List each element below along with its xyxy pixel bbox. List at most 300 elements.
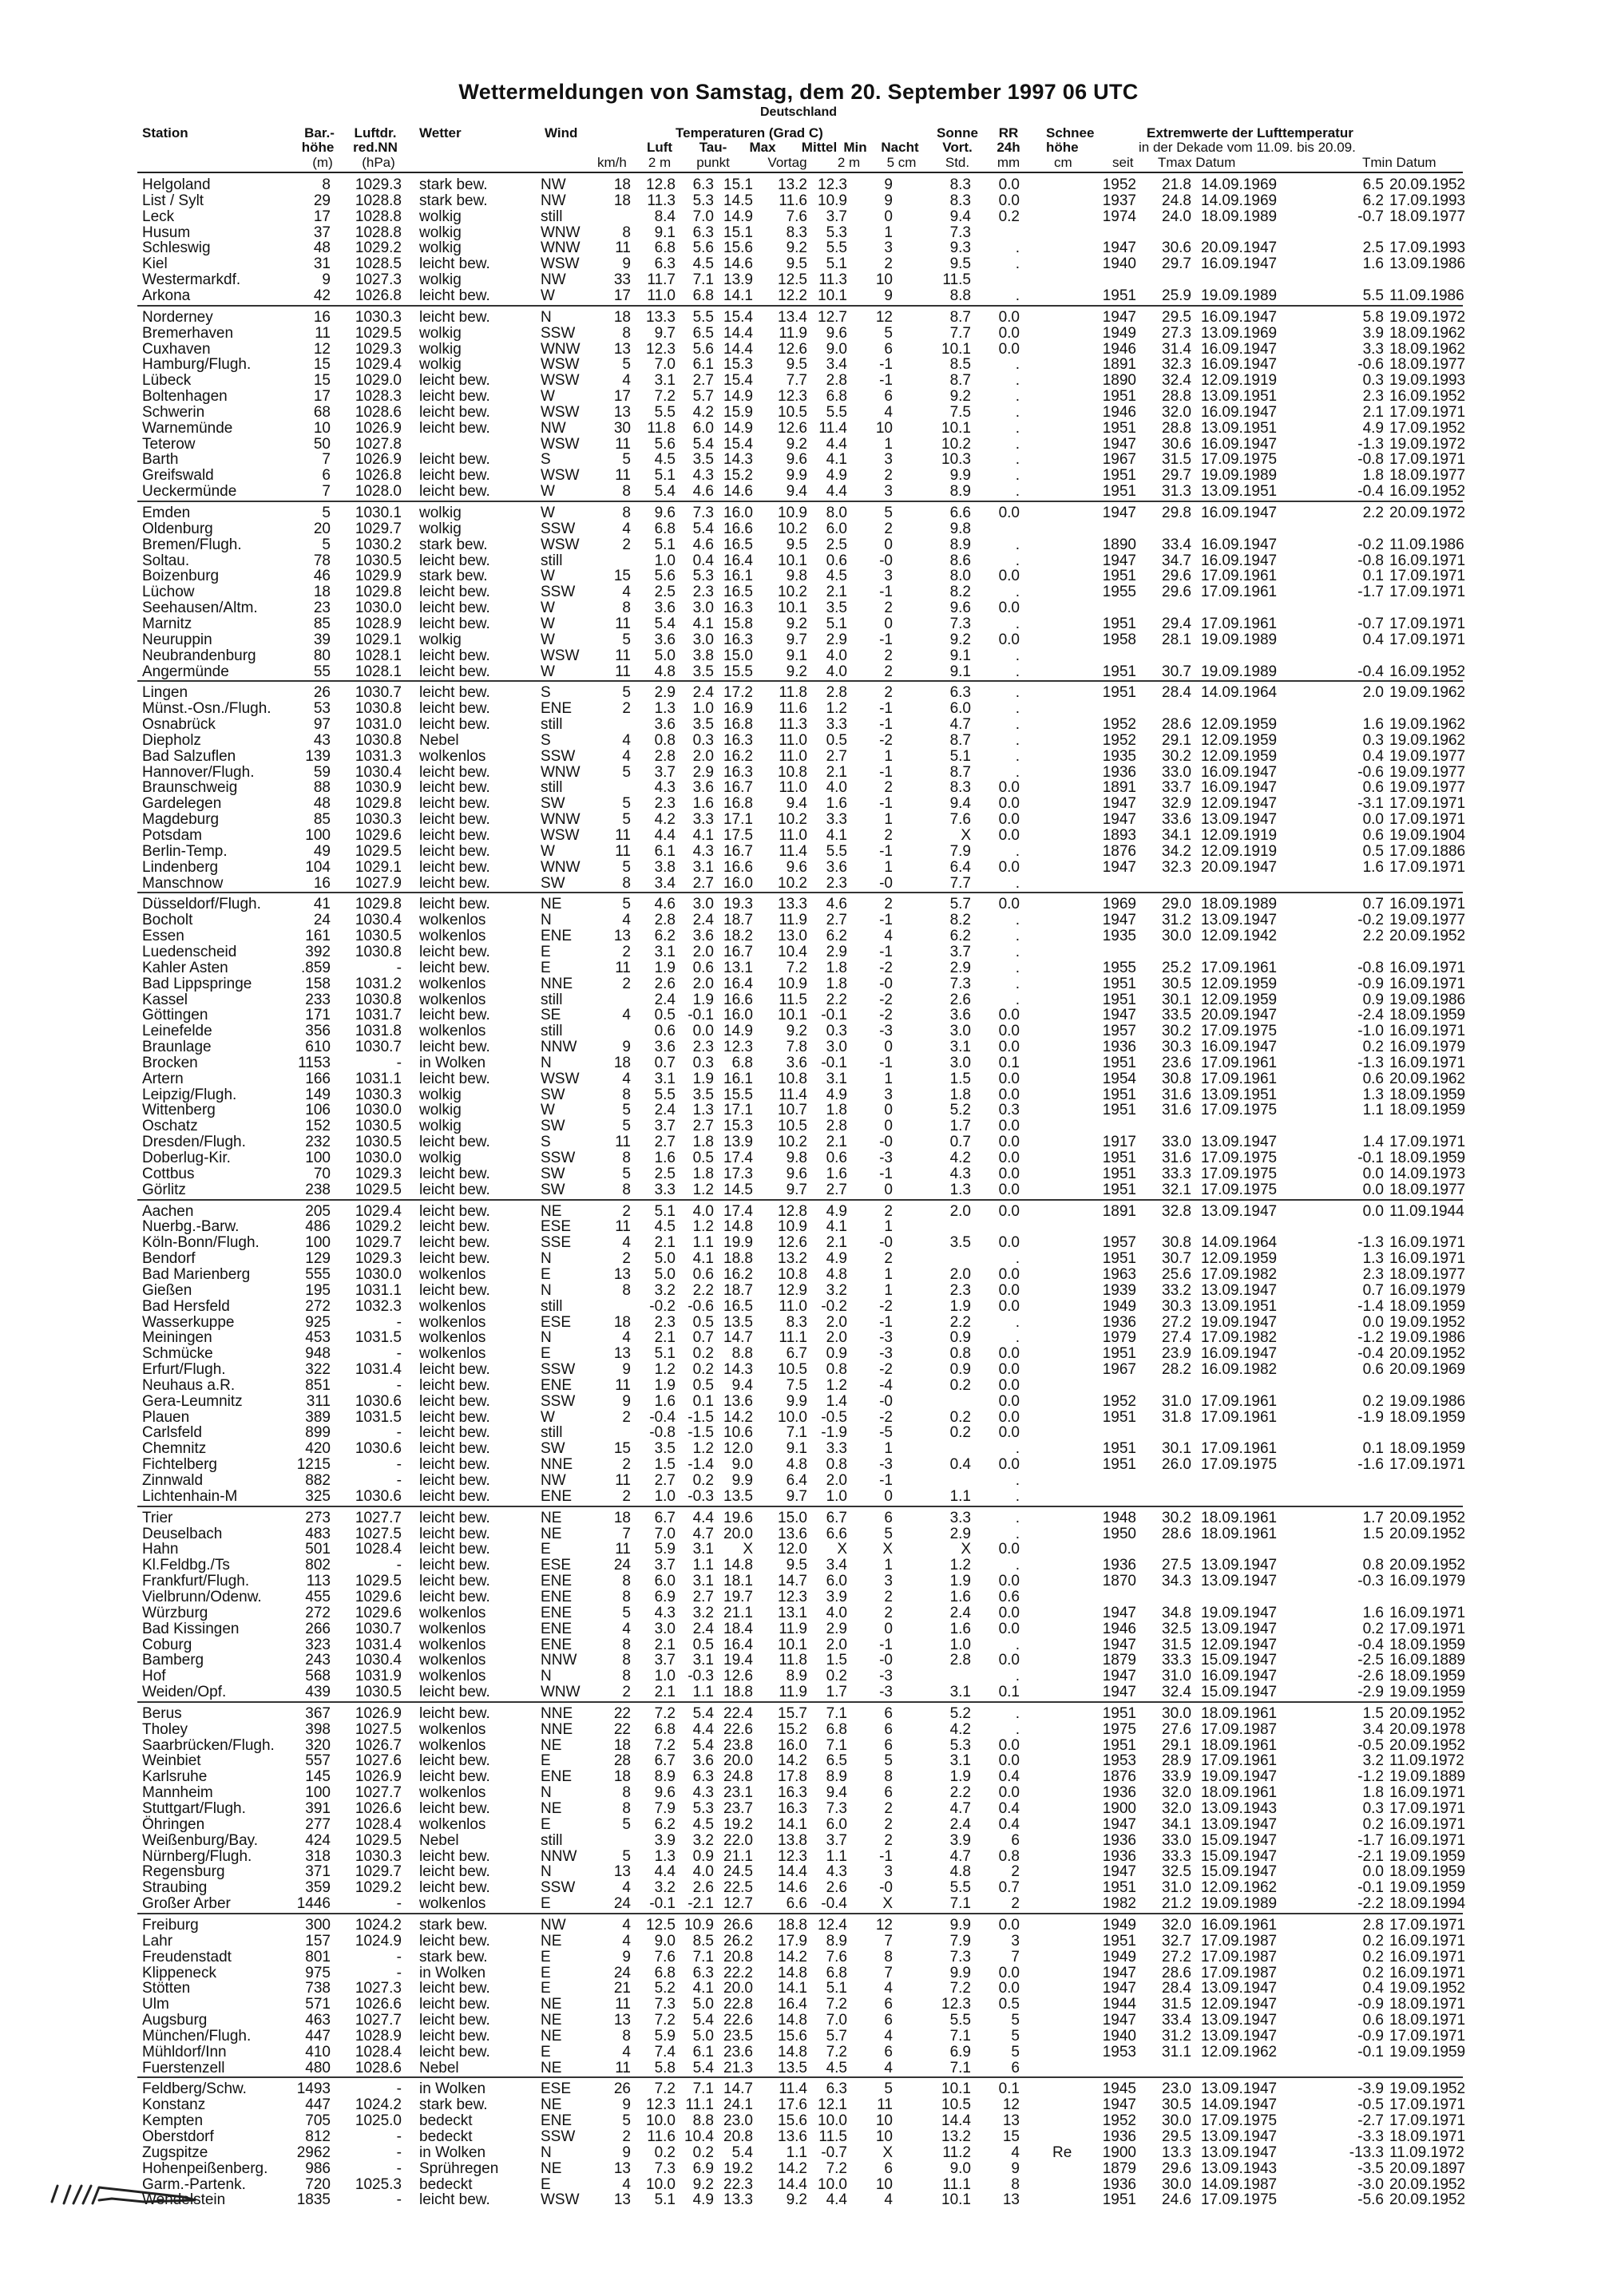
min-temp-5cm: -1 <box>879 763 893 781</box>
sunshine: 1.5 <box>949 1070 971 1087</box>
pressure: 1030.4 <box>355 763 402 781</box>
dew-point: -0.1 <box>688 1007 714 1024</box>
weather: wolkig <box>419 239 462 257</box>
weather: stark bew. <box>419 1916 488 1934</box>
sunshine: 7.3 <box>949 224 971 241</box>
record-since: 1979 <box>1102 1329 1136 1347</box>
sunshine: 9.6 <box>949 600 971 617</box>
station-name: Magdeburg <box>142 811 220 829</box>
air-temp: 2.1 <box>654 1234 676 1252</box>
barometer-height: 318 <box>305 1847 331 1865</box>
pressure: 1024.9 <box>355 1932 402 1950</box>
air-temp: 5.6 <box>654 435 676 453</box>
tmax: 26.0 <box>1162 1456 1191 1474</box>
wind-direction: ENE <box>541 1588 573 1605</box>
header-rr-1: RR <box>998 125 1019 141</box>
air-temp: 5.1 <box>654 536 676 553</box>
air-temp: 4.5 <box>654 451 676 469</box>
wind-direction: ESE <box>541 1557 572 1574</box>
air-temp: 11.8 <box>647 419 676 437</box>
tmin: 1.7 <box>1362 1509 1384 1526</box>
wind-speed: 8 <box>622 1800 631 1817</box>
document-title: Wettermeldungen von Samstag, dem 20. September 1997 06 UTC <box>458 80 1139 104</box>
tmin-date: 20.09.1978 <box>1389 1720 1466 1738</box>
header-min-5cm: 5 cm <box>886 155 917 170</box>
station-name: Lichtenhain-M <box>142 1487 238 1505</box>
air-temp: 8.9 <box>654 1768 676 1786</box>
weather: leicht bew. <box>419 388 490 406</box>
dew-point: 4.6 <box>692 536 714 553</box>
air-temp: 2.7 <box>654 1472 676 1489</box>
tmax: 29.5 <box>1162 308 1191 326</box>
wind-direction: ENE <box>541 1573 573 1590</box>
precipitation: . <box>1015 912 1020 929</box>
min-temp: 1.7 <box>826 1684 847 1701</box>
tmin: 1.4 <box>1362 1134 1384 1151</box>
wind-speed: 11 <box>615 1376 631 1394</box>
barometer-height: 273 <box>305 1509 331 1526</box>
weather: leicht bew. <box>419 1487 490 1505</box>
min-temp-5cm: 2 <box>884 663 893 680</box>
record-since: 1947 <box>1102 552 1136 569</box>
precipitation: 0.0 <box>998 1070 1020 1087</box>
max-temp: 15.6 <box>723 239 753 257</box>
sunshine: 13.2 <box>941 2128 971 2145</box>
dew-point: 3.1 <box>692 1652 714 1669</box>
tmax: 25.9 <box>1162 287 1191 304</box>
precipitation: . <box>1015 763 1020 781</box>
mean-temp: 12.6 <box>778 1234 807 1252</box>
min-temp: 4.5 <box>826 568 847 585</box>
min-temp-5cm: 0 <box>884 1118 893 1135</box>
pressure: 1030.6 <box>355 1392 402 1410</box>
wind-speed: 4 <box>622 2043 631 2060</box>
max-temp: 23.8 <box>723 1736 753 1754</box>
weather: leicht bew. <box>419 255 490 273</box>
tmin-date: 18.09.1977 <box>1389 356 1466 374</box>
barometer-height: 166 <box>305 1070 331 1087</box>
pressure: 1028.5 <box>355 255 402 273</box>
sunshine: 0.7 <box>949 1134 971 1151</box>
air-temp: 6.9 <box>654 1588 676 1605</box>
min-temp-5cm: 10 <box>875 2175 893 2193</box>
air-temp: 2.5 <box>654 584 676 601</box>
tmax-date: 17.09.1961 <box>1201 1054 1278 1071</box>
barometer-height: 243 <box>305 1652 331 1669</box>
tmax-date: 18.09.1961 <box>1201 1784 1278 1802</box>
record-since: 1947 <box>1102 912 1136 929</box>
min-temp-5cm: -1 <box>879 1165 893 1182</box>
station-name: Bocholt <box>142 912 193 929</box>
wind-direction: NW <box>541 176 566 193</box>
wind-speed: 11 <box>615 1218 631 1236</box>
mean-temp: 7.6 <box>786 208 807 225</box>
dew-point: 2.6 <box>692 1879 714 1897</box>
tmin: -1.2 <box>1357 1329 1384 1347</box>
tmax-date: 16.09.1947 <box>1201 763 1278 781</box>
header-station: Station <box>142 125 188 141</box>
weather: leicht bew. <box>419 287 490 304</box>
wind-speed: 8 <box>622 1573 631 1590</box>
tmax-date: 16.09.1947 <box>1201 403 1278 421</box>
station-name: Zugspitze <box>142 2144 208 2161</box>
air-temp: 9.1 <box>654 224 676 241</box>
dew-point: 1.2 <box>692 1218 714 1236</box>
air-temp: 3.5 <box>654 1440 676 1458</box>
tmax-date: 13.09.1951 <box>1201 1086 1278 1103</box>
min-temp-5cm: 8 <box>884 1948 893 1965</box>
tmin: 0.6 <box>1362 2012 1384 2029</box>
tmax-date: 13.09.1947 <box>1201 2080 1278 2098</box>
tmax-date: 12.09.1959 <box>1201 975 1278 992</box>
min-temp: 5.5 <box>826 403 847 421</box>
record-since: 1953 <box>1102 2043 1136 2060</box>
barometer-height: 31 <box>313 255 331 273</box>
dew-point: 0.6 <box>692 959 714 976</box>
weather: leicht bew. <box>419 584 490 601</box>
min-temp: 2.9 <box>826 943 847 960</box>
wind-speed: 13 <box>613 1345 631 1363</box>
weather: leicht bew. <box>419 1070 490 1087</box>
tmin-date: 18.09.1977 <box>1389 467 1466 485</box>
sunshine: 1.9 <box>949 1573 971 1590</box>
dew-point: 2.7 <box>692 372 714 390</box>
air-temp: 12.5 <box>646 1916 676 1934</box>
air-temp: 3.6 <box>654 1039 676 1056</box>
precipitation: . <box>1015 975 1020 992</box>
dew-point: -0.6 <box>688 1297 714 1315</box>
pressure: 1029.6 <box>355 827 402 844</box>
table-row <box>0 1934 1597 1949</box>
tmax-date: 17.09.1987 <box>1201 1948 1278 1965</box>
record-since: 1951 <box>1102 568 1136 585</box>
sunshine: 0.2 <box>949 1376 971 1394</box>
mean-temp: 9.2 <box>786 239 807 257</box>
station-name: Lübeck <box>142 372 192 390</box>
min-temp-5cm: 3 <box>884 239 893 257</box>
max-temp: 17.3 <box>723 1165 753 1182</box>
max-temp: 16.4 <box>723 552 753 569</box>
max-temp: 16.6 <box>723 991 753 1008</box>
min-temp-5cm: 11 <box>877 2096 893 2114</box>
weather: wolkig <box>419 356 462 374</box>
dew-point: 2.9 <box>692 763 714 781</box>
air-temp: 7.4 <box>654 2043 676 2060</box>
tmin-date: 19.09.1977 <box>1389 747 1466 765</box>
pressure: 1029.5 <box>355 1181 402 1198</box>
table-row <box>0 1864 1597 1879</box>
dew-point: 8.8 <box>692 2112 714 2130</box>
dew-point: 1.3 <box>692 1102 714 1119</box>
air-temp: 2.4 <box>654 1102 676 1119</box>
mean-temp: 15.2 <box>778 1720 807 1738</box>
wind-direction: still <box>541 1831 563 1849</box>
min-temp: -0.1 <box>821 1054 847 1071</box>
wind-speed: 18 <box>613 1054 631 1071</box>
air-temp: 9.6 <box>654 505 676 521</box>
max-temp: 14.8 <box>723 1557 753 1574</box>
station-name: Gardelegen <box>142 795 222 813</box>
air-temp: -0.1 <box>649 1895 676 1913</box>
min-temp: 3.2 <box>826 1281 847 1299</box>
min-temp-5cm: 0 <box>884 1102 893 1119</box>
tmax: 25.2 <box>1162 959 1191 976</box>
pressure: 1030.8 <box>355 700 402 718</box>
mean-temp: 14.2 <box>778 2159 807 2177</box>
min-temp: 4.8 <box>826 1265 847 1283</box>
wind-direction: WSW <box>541 2191 580 2209</box>
min-temp: 5.3 <box>826 224 847 241</box>
pressure: 1026.6 <box>355 1800 402 1817</box>
pressure: 1031.4 <box>355 1361 402 1379</box>
air-temp: 7.2 <box>654 388 676 406</box>
wind-speed: 4 <box>622 372 631 390</box>
wind-direction: WNW <box>541 763 581 781</box>
pressure: 1027.7 <box>355 2012 402 2029</box>
weather: wolkenlos <box>419 912 486 929</box>
min-temp: 2.2 <box>826 991 847 1008</box>
tmax-date: 12.09.1959 <box>1201 1250 1278 1268</box>
air-temp: 1.9 <box>654 959 676 976</box>
weather: leicht bew. <box>419 1879 490 1897</box>
dew-point: 5.6 <box>692 340 714 358</box>
tmax: 32.5 <box>1162 1620 1191 1637</box>
tmax: 32.3 <box>1162 356 1191 374</box>
max-temp: 23.5 <box>723 2027 753 2045</box>
station-name: Großer Arber <box>142 1895 231 1913</box>
min-temp: X <box>837 1541 847 1558</box>
max-temp: 20.8 <box>723 2128 753 2145</box>
precipitation: . <box>1015 584 1020 601</box>
tmin: -2.7 <box>1357 2112 1384 2130</box>
mean-temp: 11.9 <box>779 1620 807 1637</box>
station-name: Weinbiet <box>142 1752 201 1770</box>
barometer-height: 300 <box>305 1916 331 1934</box>
tmin-date: 18.09.1959 <box>1389 1668 1466 1685</box>
barometer-height: 37 <box>313 224 331 241</box>
table-row <box>0 1283 1597 1298</box>
weather: leicht bew. <box>419 684 490 702</box>
precipitation: 0.0 <box>998 568 1020 585</box>
air-temp: 5.1 <box>654 467 676 485</box>
wind-direction: SE <box>541 1007 561 1024</box>
wind-speed: 28 <box>613 1752 631 1770</box>
tmax: 31.2 <box>1162 912 1191 929</box>
record-since: 1957 <box>1102 1023 1136 1040</box>
tmax-date: 17.09.1982 <box>1201 1329 1278 1347</box>
min-temp-5cm: 0 <box>884 536 893 553</box>
mean-temp: 10.4 <box>778 943 807 960</box>
wind-speed: 8 <box>622 1652 631 1669</box>
wind-speed: 4 <box>622 912 631 929</box>
wind-speed: 4 <box>622 1932 631 1950</box>
air-temp: 11.6 <box>647 2128 676 2145</box>
wind-direction: SSW <box>541 1150 576 1166</box>
record-since: 1939 <box>1102 1281 1136 1299</box>
air-temp: 4.8 <box>654 663 676 680</box>
wind-direction: NW <box>541 192 566 209</box>
wind-direction: WSW <box>541 647 580 664</box>
tmax: 31.0 <box>1162 1668 1191 1685</box>
max-temp: 14.9 <box>723 1023 753 1040</box>
weather: wolkig <box>419 505 462 521</box>
wind-direction: NW <box>541 1916 566 1934</box>
air-temp: 3.4 <box>654 874 676 892</box>
pressure: 1031.8 <box>355 1023 402 1040</box>
tmax: 31.5 <box>1162 451 1191 469</box>
pressure: 1030.3 <box>355 1086 402 1103</box>
wind-direction: W <box>541 1408 555 1426</box>
tmax-date: 12.09.1919 <box>1201 842 1278 860</box>
sunshine: 8.0 <box>949 568 971 585</box>
min-temp-5cm: 2 <box>884 684 893 702</box>
tmax: 29.0 <box>1162 896 1191 913</box>
table-row <box>0 405 1597 420</box>
table-row <box>0 1315 1597 1330</box>
precipitation: . <box>1015 1329 1020 1347</box>
tmin: 0.6 <box>1362 1361 1384 1379</box>
mean-temp: 15.7 <box>778 1704 807 1722</box>
min-temp-5cm: -1 <box>879 584 893 601</box>
min-temp: 6.8 <box>826 1964 847 1981</box>
barometer-height: 311 <box>306 1392 331 1410</box>
max-temp: 19.2 <box>723 1815 753 1833</box>
mean-temp: 9.5 <box>786 1557 807 1574</box>
table-row <box>0 796 1597 811</box>
dew-point: 6.8 <box>692 287 714 304</box>
tmin-date: 19.09.1986 <box>1389 991 1466 1008</box>
air-temp: 6.7 <box>654 1752 676 1770</box>
mean-temp: 12.3 <box>778 1847 807 1865</box>
min-temp-5cm: 2 <box>884 1588 893 1605</box>
wind-speed: 4 <box>622 747 631 765</box>
pressure: 1027.7 <box>355 1509 402 1526</box>
air-temp: 7.6 <box>654 1948 676 1965</box>
mean-temp: 13.8 <box>778 1831 807 1849</box>
precipitation: . <box>1015 928 1020 945</box>
station-name: Öhringen <box>142 1815 205 1833</box>
station-name: Manschnow <box>142 874 224 892</box>
barometer-height: 371 <box>305 1863 331 1881</box>
weather: wolkenlos <box>419 1265 486 1283</box>
tmin-date: 16.09.1952 <box>1389 483 1466 501</box>
tmin-date: 17.09.1971 <box>1389 858 1466 876</box>
tmax-date: 12.09.1919 <box>1201 827 1278 844</box>
dew-point: 0.1 <box>692 1392 714 1410</box>
min-temp: 1.5 <box>826 1652 847 1669</box>
tmax: 28.1 <box>1162 631 1191 648</box>
precipitation: 0.0 <box>998 1424 1020 1442</box>
sunshine: 0.9 <box>949 1329 971 1347</box>
record-since: 1963 <box>1102 1265 1136 1283</box>
min-temp-5cm: -1 <box>879 943 893 960</box>
mean-temp: 13.3 <box>778 896 807 913</box>
record-since: 1947 <box>1102 795 1136 813</box>
table-row <box>0 177 1597 192</box>
tmin: 4.9 <box>1362 419 1384 437</box>
mean-temp: 11.3 <box>779 716 807 734</box>
station-name: Luedenscheid <box>142 943 237 960</box>
min-temp-5cm: 6 <box>884 340 893 358</box>
precipitation: . <box>1015 435 1020 453</box>
tmax-date: 13.09.1947 <box>1201 1620 1278 1637</box>
min-temp: 4.9 <box>826 1202 847 1220</box>
sunshine: 4.7 <box>949 1847 971 1865</box>
mean-temp: 9.1 <box>786 1440 807 1458</box>
precipitation: . <box>1015 1487 1020 1505</box>
wind-direction: E <box>541 943 551 960</box>
min-temp: 8.9 <box>826 1768 847 1786</box>
record-since: 1951 <box>1102 388 1136 406</box>
air-temp: 12.3 <box>646 2096 676 2114</box>
tmin: 1.6 <box>1362 858 1384 876</box>
min-temp: 3.4 <box>826 356 847 374</box>
wind-speed: 8 <box>622 1668 631 1685</box>
table-row <box>0 209 1597 224</box>
mean-temp: 17.9 <box>778 1932 807 1950</box>
mean-temp: 13.2 <box>778 176 807 193</box>
wind-direction: SSW <box>541 1879 576 1897</box>
max-temp: 20.0 <box>723 1980 753 1997</box>
sunshine: 0.2 <box>949 1424 971 1442</box>
group-separator <box>137 1199 1463 1201</box>
air-temp: 5.5 <box>654 403 676 421</box>
barometer-height: 43 <box>313 731 331 749</box>
barometer-height: 161 <box>305 928 331 945</box>
table-row <box>0 2045 1597 2060</box>
dew-point: 3.1 <box>692 1573 714 1590</box>
sunshine: 9.1 <box>949 647 971 664</box>
dew-point: 7.1 <box>692 2080 714 2098</box>
weather: stark bew. <box>419 568 488 585</box>
tmax-date: 16.09.1947 <box>1201 340 1278 358</box>
dew-point: 2.4 <box>692 912 714 929</box>
dew-point: 4.5 <box>692 255 714 273</box>
air-temp: -0.2 <box>649 1297 676 1315</box>
max-temp: 15.5 <box>723 663 753 680</box>
barometer-height: 10 <box>313 419 331 437</box>
tmin-date: 19.09.1986 <box>1389 1392 1466 1410</box>
record-since: 1948 <box>1102 1509 1136 1526</box>
mean-temp: 13.1 <box>778 1604 807 1621</box>
max-temp: 23.6 <box>723 2043 753 2060</box>
barometer-height: 48 <box>313 239 331 257</box>
precipitation: 0.0 <box>998 1023 1020 1040</box>
mean-temp: 13.2 <box>778 1250 807 1268</box>
tmax-date: 17.09.1961 <box>1201 1392 1278 1410</box>
min-temp-5cm: 12 <box>875 308 893 326</box>
record-since: 1936 <box>1102 1313 1136 1331</box>
min-temp-5cm: 2 <box>884 600 893 617</box>
min-temp-5cm: -2 <box>879 1361 893 1379</box>
precipitation: . <box>1015 388 1020 406</box>
group-separator <box>137 501 1463 502</box>
tmax: 30.1 <box>1162 1440 1191 1458</box>
max-temp: 22.2 <box>723 1964 753 1981</box>
dew-point: 0.5 <box>692 1150 714 1166</box>
precipitation: 0.0 <box>998 1456 1020 1474</box>
record-since: 1951 <box>1102 1165 1136 1182</box>
dew-point: 6.0 <box>692 419 714 437</box>
dew-point: -1.5 <box>688 1408 714 1426</box>
record-since: 1879 <box>1102 1652 1136 1669</box>
air-temp: 0.7 <box>654 1054 676 1071</box>
wind-direction: WSW <box>541 467 580 485</box>
wind-speed: 2 <box>622 1408 631 1426</box>
table-row <box>0 1510 1597 1526</box>
record-since: 1952 <box>1102 2112 1136 2130</box>
min-temp: 6.3 <box>826 2080 847 2098</box>
